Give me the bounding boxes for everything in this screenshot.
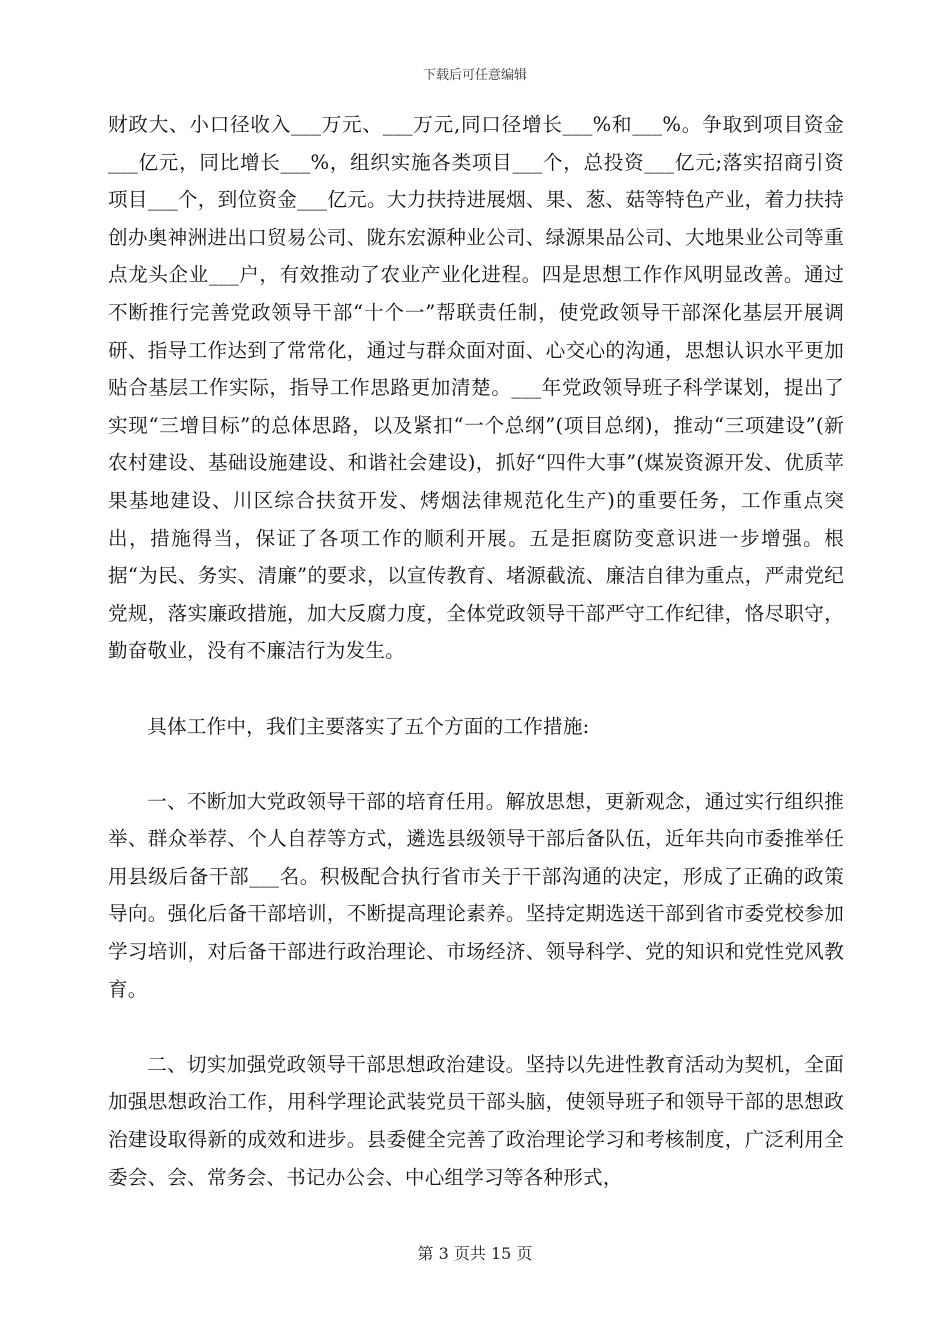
paragraph-measure-one: 一、不断加大党政领导干部的培育任用。解放思想，更新观念，通过实行组织推举、群众举荐、个人自荐等方式，遴选县级领导干部后备队伍，近年共向市委推举任用县级后备干部___名。积极配合执行省市关于干部沟通的决定，形成了正确的政策导向。强化后备干部培训，不断提高理论素养。坚持定期选送干部到省市委党校参加学习培训，对后备干部进行政治理论、市场经济、领导科学、党的知识和党性党风教育。 xyxy=(108,789,844,1001)
paragraph-measure-two: 二、切实加强党政领导干部思想政治建设。坚持以先进性教育活动为契机，全面加强思想政治工作，用科学理论武装党员干部头脑，使领导班子和领导干部的思想政治建设取得新的成效和进步。县委健全完善了政治理论学习和考核制度，广泛利用全委会、会、常务会、书记办公会、中心组学习等各种形式， xyxy=(108,1052,844,1189)
paragraph-gap xyxy=(108,1008,844,1046)
paragraph-measures-intro: 具体工作中，我们主要落实了五个方面的工作措施: xyxy=(147,714,590,738)
page-number-footer: 第 3 页共 15 页 xyxy=(417,1244,533,1263)
page-header: 下载后可任意编辑 xyxy=(422,68,527,83)
paragraph-gap xyxy=(108,670,844,708)
document-body xyxy=(108,106,844,1196)
paragraph-continuation: 财政大、小口径收入___万元、___万元,同口径增长___%和___%。争取到项目资金___亿元，同比增长___%，组织实施各类项目___个，总投资___亿元;落实招商引资项目___个，到位资金___亿元。大力扶持进展烟、果、葱、菇等特色产业，着力扶持创办奥神洲进出口贸易公司、陇东宏源种业公司、绿源果品公司、大地果业公司等重点龙头企业___户，有效推动了农业产业化进程。四是思想工作作风明显改善。通过不断推行完善党政领导干部“十个一”帮联责任制，使党政领导干部深化基层开展调研、指导工作达到了常常化，通过与群众面对面、心交心的沟通，思想认识水平更加贴合基层工作实际，指导工作思路更加清楚。___年党政领导班子科学谋划，提出了实现“三增目标”的总体思路，以及紧扣“一个总纲”(项目总纲)，推动“三项建设”(新农村建设、基础设施建设、和谐社会建设)，抓好“四件大事”(煤炭资源开发、优质苹果基地建设、川区综合扶贫开发、烤烟法律规范化生产)的重要任务，工作重点突出，措施得当，保证了各项工作的顺利开展。五是拒腐防变意识进一步增强。根据“为民、务实、清廉”的要求，以宣传教育、堵源截流、廉洁自律为重点，严肃党纪党规，落实廉政措施，加大反腐力度，全体党政领导干部严守工作纪律，恪尽职守，勤奋敬业，没有不廉洁行为发生。 xyxy=(108,113,844,663)
paragraph-gap xyxy=(108,745,844,783)
